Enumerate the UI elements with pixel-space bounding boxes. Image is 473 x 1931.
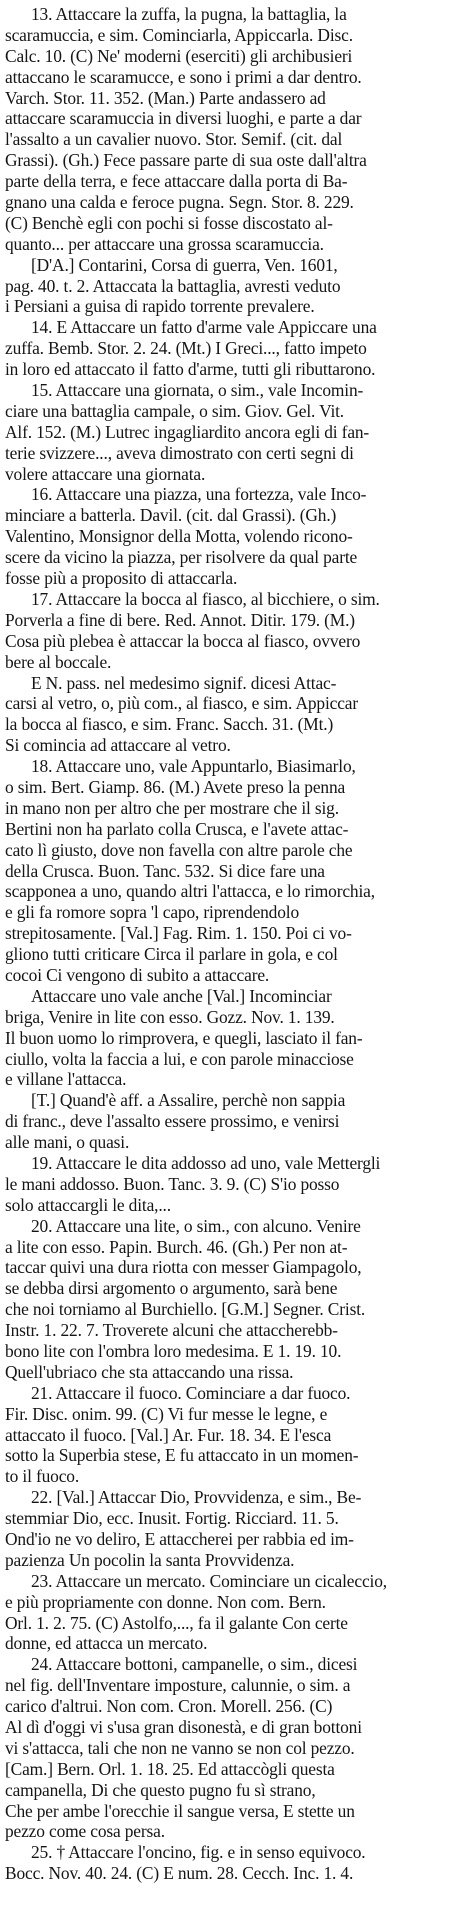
text-line: strepitosamente. [Val.] Fag. Rim. 1. 150. Poi ci vo- xyxy=(5,923,352,944)
text-line: Al dì d'oggi vi s'usa gran disonestà, e di gran bottoni xyxy=(5,1717,362,1738)
text-line: gnano una calda e feroce pugna. Segn. Stor. 8. 229. xyxy=(5,192,354,213)
text-line: Alf. 152. (M.) Lutrec ingagliardito ancora egli di fan- xyxy=(5,421,370,442)
text-line: della Crusca. Buon. Tanc. 532. Si dice fare una xyxy=(5,860,325,881)
text-line: in mano non per altro che per mostrare che il sig. xyxy=(5,797,339,818)
text-line: Fir. Disc. onim. 99. (C) Vi fur messe le legne, e xyxy=(5,1403,328,1424)
text-line: pazienza Un pocolin la santa Provvidenza. xyxy=(5,1549,295,1570)
text-line: Orl. 1. 2. 75. (C) Astolfo,..., fa il galante Con certe xyxy=(5,1612,348,1633)
text-line: 21. Attaccare il fuoco. Cominciare a dar fuoco. xyxy=(31,1382,351,1403)
text-line: zuffa. Bemb. Stor. 2. 24. (Mt.) I Greci..., fatto impeto xyxy=(5,338,367,359)
text-line: E N. pass. nel medesimo signif. dicesi Attac- xyxy=(31,672,337,693)
text-line: 24. Attaccare bottoni, campanelle, o sim., dicesi xyxy=(31,1654,358,1675)
text-line: attaccare scaramuccia in diversi luoghi, e parte a dar xyxy=(5,108,362,129)
text-line: scapponea a uno, quando altri l'attacca, e lo rimorchia, xyxy=(5,881,375,902)
text-line: le mani addosso. Buon. Tanc. 3. 9. (C) S'io posso xyxy=(5,1173,340,1194)
text-line: quanto... per attaccare una grossa scaramuccia. xyxy=(5,233,324,254)
text-line: pag. 40. t. 2. Attaccata la battaglia, avresti veduto xyxy=(5,275,341,296)
text-line: Calc. 10. (C) Ne' moderni (eserciti) gli archibusieri xyxy=(5,45,353,66)
text-line: terie svizzere..., aveva dimostrato con certi segni di xyxy=(5,442,354,463)
text-line: donne, ed attacca un mercato. xyxy=(5,1633,208,1654)
text-line: pezzo come cosa persa. xyxy=(5,1821,165,1842)
text-line: carico d'altrui. Non com. Cron. Morell. 256. (C) xyxy=(5,1696,333,1717)
text-line: attaccato il fuoco. [Val.] Ar. Fur. 18. 34. E l'esca xyxy=(5,1424,332,1445)
text-line: Cosa più plebea è attaccar la bocca al fiasco, ovvero xyxy=(5,630,361,651)
text-line: o sim. Bert. Giamp. 86. (M.) Avete preso la penna xyxy=(5,776,346,797)
text-line: 19. Attaccare le dita addosso ad uno, vale Mettergli xyxy=(31,1152,381,1173)
text-line: l'assalto a un cavalier nuovo. Stor. Semif. (cit. dal xyxy=(5,129,343,150)
text-line: la bocca al fiasco, e sim. Franc. Sacch. 31. (Mt.) xyxy=(5,714,334,735)
text-line: 20. Attaccare una lite, o sim., con alcuno. Venire xyxy=(31,1215,361,1236)
text-line: solo attaccargli le dita,... xyxy=(5,1194,171,1215)
text-line: e gli fa romore sopra 'l capo, riprendendolo xyxy=(5,902,300,923)
text-line: [D'A.] Contarini, Corsa di guerra, Ven. 1601, xyxy=(31,254,338,275)
text-line: scere da vicino la piazza, per risolvere da qual parte xyxy=(5,547,358,568)
text-line: cocoi Ci vengono di subito a attaccare. xyxy=(5,964,270,985)
text-line: Varch. Stor. 11. 352. (Man.) Parte andassero ad xyxy=(5,87,326,108)
text-line: campanella, Di che questo pugno fu sì strano, xyxy=(5,1779,316,1800)
text-line: Instr. 1. 22. 7. Troverete alcuni che attaccherebb- xyxy=(5,1320,338,1341)
text-line: minciare a batterla. Davil. (cit. dal Grassi). (Gh.) xyxy=(5,505,337,526)
text-line: ciullo, volta la faccia a lui, e con parole minacciose xyxy=(5,1048,354,1069)
text-line: Il buon uomo lo rimprovera, e quegli, lasciato il fan- xyxy=(5,1027,363,1048)
text-line: vi s'attacca, tali che non ne vanno se non col pezzo. xyxy=(5,1737,355,1758)
text-line: attaccano le scaramucce, e sono i primi a dar dentro. xyxy=(5,66,362,87)
text-line: [Cam.] Bern. Orl. 1. 18. 25. Ed attaccògli questa xyxy=(5,1758,335,1779)
text-line: Grassi). (Gh.) Fece passare parte di sua oste dall'altra xyxy=(5,150,367,171)
dictionary-page xyxy=(5,4,467,1884)
text-line: in loro ed attaccato il fatto d'arme, tutti gli ributtarono. xyxy=(5,359,376,380)
text-line: gliono tutti criticare Circa il parlare in gola, e col xyxy=(5,944,338,965)
text-line: (C) Benchè egli con pochi si fosse discostato al- xyxy=(5,212,333,233)
text-line: 16. Attaccare una piazza, una fortezza, vale Inco- xyxy=(31,484,367,505)
text-line: 14. E Attaccare un fatto d'arme vale Appiccare una xyxy=(31,317,377,338)
text-line: Porverla a fine di bere. Red. Annot. Ditir. 179. (M.) xyxy=(5,609,355,630)
text-line: Bertini non ha parlato colla Crusca, e l'avete attac- xyxy=(5,818,349,839)
text-line: [T.] Quand'è aff. a Assalire, perchè non sappia xyxy=(31,1090,346,1111)
text-line: bere al boccale. xyxy=(5,651,112,672)
text-line: carsi al vetro, o, più com., al fiasco, e sim. Appiccar xyxy=(5,693,358,714)
text-line: Attaccare uno vale anche [Val.] Incominciar xyxy=(31,985,332,1006)
text-line: nel fig. dell'Inventare imposture, calunnie, o sim. a xyxy=(5,1675,351,1696)
text-line: 18. Attaccare uno, vale Appuntarlo, Biasimarlo, xyxy=(31,756,356,777)
text-line: 23. Attaccare un mercato. Cominciare un cicaleccio, xyxy=(31,1570,387,1591)
text-line: 15. Attaccare una giornata, o sim., vale Incomin- xyxy=(31,380,364,401)
text-line: ciare una battaglia campale, o sim. Giov. Gel. Vit. xyxy=(5,400,345,421)
text-line: briga, Venire in lite con esso. Gozz. Nov. 1. 139. xyxy=(5,1006,335,1027)
text-line: 22. [Val.] Attaccar Dio, Provvidenza, e sim., Be- xyxy=(31,1487,362,1508)
text-line: cato lì giusto, dove non favella con altre parole che xyxy=(5,839,353,860)
text-line: fosse più a proposito di attaccarla. xyxy=(5,568,238,589)
text-line: to il fuoco. xyxy=(5,1466,80,1487)
text-line: Bocc. Nov. 40. 24. (C) E num. 28. Cecch. Inc. 1. 4. xyxy=(5,1863,354,1884)
text-line: sotto la Superbia stese, E fu attaccato in un momen- xyxy=(5,1445,359,1466)
text-line: i Persiani a guisa di rapido torrente prevalere. xyxy=(5,296,315,317)
text-line: Ond'io ne vo deliro, E attaccherei per rabbia ed im- xyxy=(5,1529,354,1550)
text-line: e più propriamente con donne. Non com. Bern. xyxy=(5,1591,326,1612)
text-line: parte della terra, e fece attaccare dalla porta di Ba- xyxy=(5,171,348,192)
text-line: 13. Attaccare la zuffa, la pugna, la battaglia, la xyxy=(31,4,347,24)
text-line: Che per ambe l'orecchie il sangue versa, E stette un xyxy=(5,1800,355,1821)
text-line: 25. † Attaccare l'oncino, fig. e in senso equivoco. xyxy=(31,1842,366,1863)
text-line: stemmiar Dio, ecc. Inusit. Fortig. Ricciard. 11. 5. xyxy=(5,1508,339,1529)
text-line: scaramuccia, e sim. Cominciarla, Appiccarla. Disc. xyxy=(5,24,353,45)
text-line: 17. Attaccare la bocca al fiasco, al bicchiere, o sim. xyxy=(31,588,380,609)
text-line: che noi torniamo al Burchiello. [G.M.] Segner. Crist. xyxy=(5,1299,366,1320)
text-line: di franc., deve l'assalto essere prossimo, e venirsi xyxy=(5,1111,340,1132)
text-line: volere attaccare una giornata. xyxy=(5,463,206,484)
text-line: se debba dirsi argomento o argumento, sarà bene xyxy=(5,1278,338,1299)
text-line: Quell'ubriaco che sta attaccando una rissa. xyxy=(5,1361,294,1382)
text-line: Si comincia ad attaccare al vetro. xyxy=(5,735,231,756)
text-line: Valentino, Monsignor della Motta, volendo ricono- xyxy=(5,526,353,547)
text-line: taccar quivi una dura riotta con messer Giampagolo, xyxy=(5,1257,362,1278)
text-line: a lite con esso. Papin. Burch. 46. (Gh.) Per non at- xyxy=(5,1236,348,1257)
text-line: bono lite con l'ombra loro medesima. E 1. 19. 10. xyxy=(5,1341,342,1361)
text-line: e villane l'attacca. xyxy=(5,1069,127,1090)
text-line: alle mani, o quasi. xyxy=(5,1132,130,1153)
